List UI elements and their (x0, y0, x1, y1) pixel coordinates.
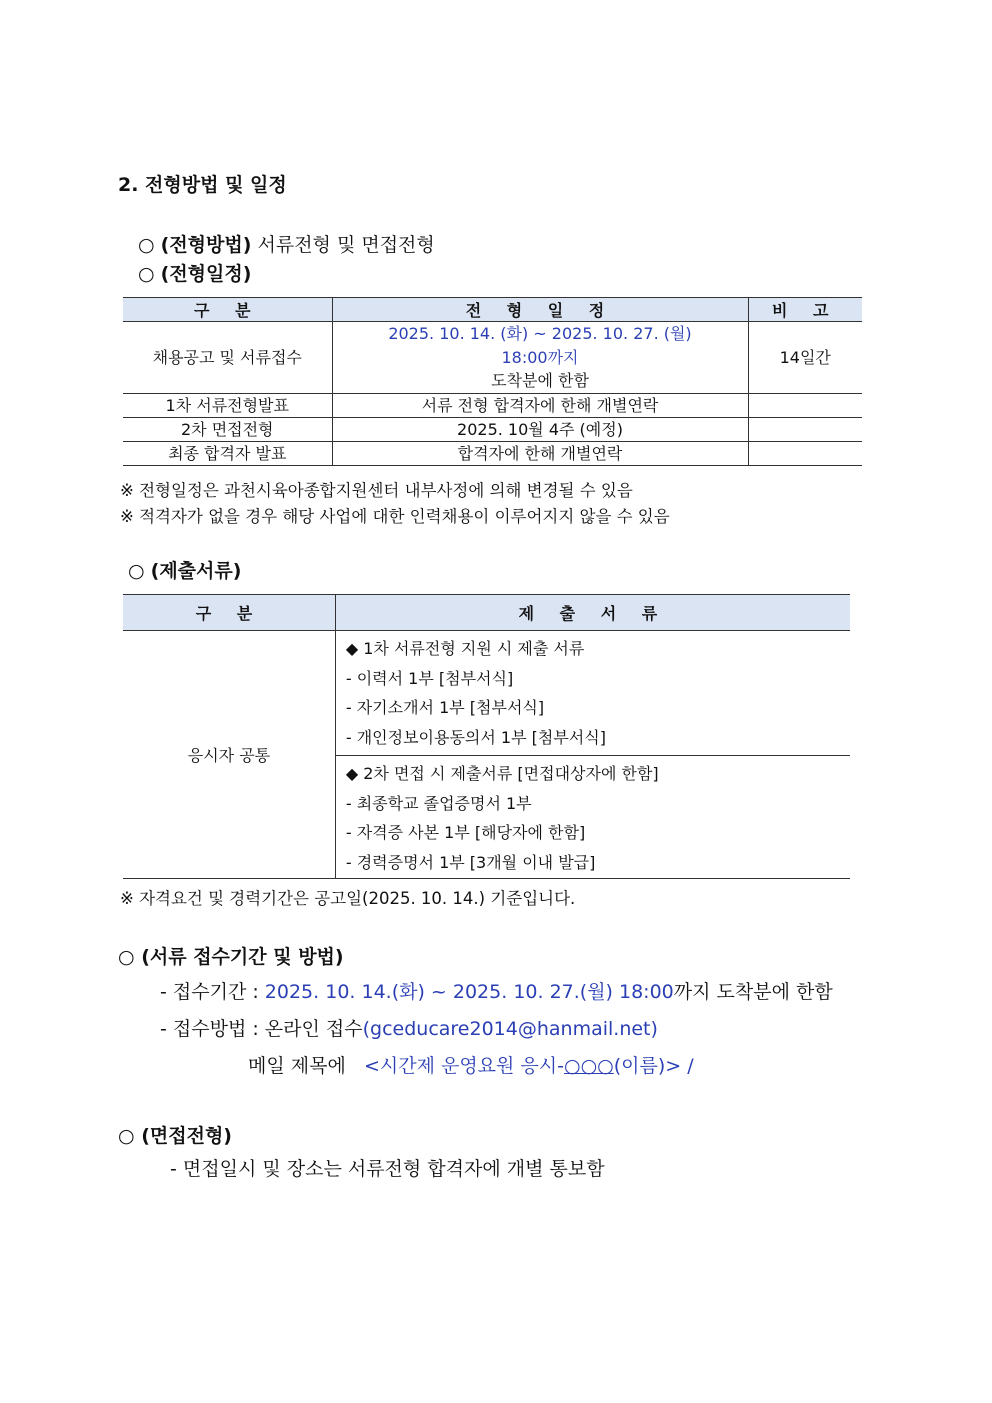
table-row (123, 417, 862, 441)
row-schedule: 서류 전형 합격자에 한해 개별연락 (332, 393, 748, 417)
documents-heading (128, 556, 241, 583)
header-category: 구 분 (123, 298, 332, 322)
header-schedule: 전 형 일 정 (332, 298, 748, 322)
section-title: 2. 전형방법 및 일정 (118, 174, 287, 196)
row-category: 1차 서류전형발표 (123, 393, 332, 417)
schedule-heading-label: (전형일정) (160, 263, 252, 285)
subject-part-2: ○○○ (563, 1055, 614, 1077)
method-line (138, 230, 435, 257)
table-row (123, 631, 850, 756)
row-category: 2차 면접전형 (123, 417, 332, 441)
bullet-icon: ○ (128, 560, 145, 582)
schedule-table (123, 297, 862, 466)
period-prefix: - 접수기간 : (160, 981, 265, 1003)
method-label: (전형방법) (160, 234, 252, 256)
method-text: 서류전형 및 면접전형 (257, 234, 435, 256)
header-documents: 제 출 서 류 (335, 595, 850, 631)
table-row (123, 441, 862, 465)
row-schedule: 2025. 10월 4주 (예정) (332, 417, 748, 441)
list-item: - 개인정보이용동의서 1부 [첨부서식] (345, 727, 606, 747)
bullet-icon: ○ (138, 234, 155, 256)
schedule-date-range: 2025. 10. 14. (화) ~ 2025. 10. 27. (월) (388, 324, 692, 343)
list-item: - 경력증명서 1부 [3개월 이내 발급] (345, 852, 596, 872)
header-note: 비 고 (748, 298, 862, 322)
row-schedule (332, 322, 748, 394)
schedule-deadline-time: 18:00까지 (501, 347, 579, 367)
documents-group-second (335, 756, 850, 879)
list-item: ◆ 2차 면접 시 제출서류 [면접대상자에 한함] (345, 764, 659, 783)
application-method (160, 1014, 658, 1041)
subject-part-3: (이름)> / (613, 1055, 694, 1077)
bullet-icon: ○ (138, 263, 155, 285)
list-item: - 자격증 사본 1부 [해당자에 한함] (345, 823, 586, 842)
method-prefix: - 접수방법 : 온라인 접수 (160, 1018, 363, 1040)
row-category: 채용공고 및 서류접수 (123, 322, 332, 394)
row-schedule: 합격자에 한해 개별연락 (332, 441, 748, 465)
schedule-arrival-note: 도착분에 한함 (491, 371, 589, 390)
period-suffix: 까지 도착분에 한함 (673, 981, 833, 1003)
table-row (123, 322, 862, 394)
row-category: 최종 합격자 발표 (123, 441, 332, 465)
list-item: ◆ 1차 서류전형 지원 시 제출 서류 (345, 639, 585, 658)
mail-subject-line (248, 1051, 694, 1078)
application-period (160, 977, 833, 1004)
period-value: 2025. 10. 14.(화) ~ 2025. 10. 27.(월) 18:00 (264, 981, 674, 1003)
list-item: - 이력서 1부 [첨부서식] (345, 668, 514, 688)
documents-group-first (335, 631, 850, 756)
documents-header-row (123, 595, 850, 631)
interview-text: - 면접일시 및 장소는 서류전형 합격자에 개별 통보함 (170, 1158, 605, 1180)
row-note (748, 417, 862, 441)
list-item: - 최종학교 졸업증명서 1부 (345, 793, 532, 813)
schedule-heading (138, 259, 251, 286)
row-note (748, 393, 862, 417)
documents-note: ※ 자격요건 및 경력기간은 공고일(2025. 10. 14.) 기준입니다. (120, 889, 576, 908)
interview-heading: ○ (면접전형) (118, 1125, 232, 1147)
application-heading: ○ (서류 접수기간 및 방법) (118, 946, 344, 968)
row-note: 14일간 (748, 322, 862, 394)
email-address: (gceducare2014@hanmail.net) (362, 1018, 658, 1040)
header-category: 구 분 (123, 595, 335, 631)
list-item: - 자기소개서 1부 [첨부서식] (345, 698, 545, 717)
schedule-note: ※ 적격자가 없을 경우 해당 사업에 대한 인력채용이 이루어지지 않을 수 있음 (120, 507, 670, 526)
subject-part-1: <시간제 운영요원 응시- (363, 1055, 564, 1077)
documents-heading-label: (제출서류) (150, 560, 242, 582)
table-row (123, 393, 862, 417)
schedule-note: ※ 전형일정은 과천시육아종합지원센터 내부사정에 의해 변경될 수 있음 (120, 481, 633, 500)
subject-prefix: 메일 제목에 (248, 1055, 346, 1077)
documents-table (123, 594, 850, 879)
schedule-header-row (123, 298, 862, 322)
documents-category: 응시자 공통 (123, 631, 335, 879)
row-note (748, 441, 862, 465)
